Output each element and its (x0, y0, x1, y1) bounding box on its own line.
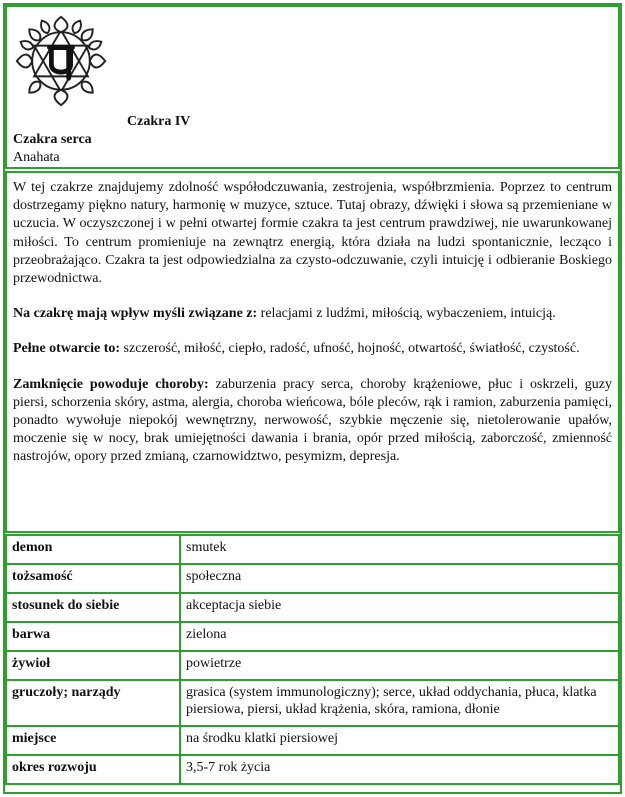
chakra-header (5, 5, 620, 169)
chakra-sanskrit-name: Anahata (13, 150, 60, 165)
table-row (6, 535, 619, 564)
closing-text: zaburzenia pracy serca, choroby krążeniowe, płuc i oskrzeli, guzy piersi, schorzenia skóry, astma, alergia, choroba wieńcowa, bóle pleców, rąk i ramion, zaburzenia pamięci, ponadto wywołuje niepokój wewnętrzny, nerwowość, szybkie męczenie się, nietolerowanie upałów, moczenie się w nocy, brak umiejętności dawania i brania, opór przed miłością, zaborczość, zmienność nastrojów, opory przed zmianą, czarnowidztwo, pesymizm, depresja. (13, 376, 612, 465)
attributes-table (5, 534, 620, 785)
table-row (6, 593, 619, 622)
attribute-value: akceptacja siebie (180, 593, 619, 622)
anahata-chakra-symbol-icon (13, 13, 109, 109)
attribute-key: okres rozwoju (6, 755, 180, 784)
attribute-key: gruczoły; narządy (6, 680, 180, 726)
attribute-key: tożsamość (6, 564, 180, 593)
attribute-value: grasica (system immunologiczny); serce, układ oddychania, płuca, klatka piersiowa, piersi, układ krążenia, skóra, ramiona, dłonie (180, 680, 619, 726)
attribute-key: stosunek do siebie (6, 593, 180, 622)
table-row (6, 622, 619, 651)
closing-paragraph (13, 376, 612, 467)
closing-label: Zamknięcie powoduje choroby: (13, 376, 209, 392)
influence-paragraph (13, 305, 612, 323)
opening-paragraph (13, 340, 612, 358)
attribute-key: miejsce (6, 726, 180, 755)
intro-paragraph: W tej czakrze znajdujemy zdolność współodczuwania, zestrojenia, współbrzmienia. Poprzez to centrum dostrzegamy piękno natury, harmonię w muzyce, sztuce. Tutaj obrazy, dźwięki i słowa są przemieniane w uczucia. W oczyszczonej i w pełni otwartej formie czakra ta jest centrum prawdziwej, nie uwarunkowanej miłości. To centrum promieniuje na zewnątrz energią, która działa na ludzi spontanicznie, lecząco i przeobrażająco. Czakra ta jest odpowiedzialna za czysto-odczuwanie, czyli intuicję i odbieranie Boskiego przewodnictwa. (13, 180, 612, 287)
chakra-number: Czakra IV (127, 114, 191, 129)
influence-label: Na czakrę mają wpływ myśli związane z: (13, 306, 258, 322)
table-row (6, 564, 619, 593)
attribute-key: demon (6, 535, 180, 564)
table-row (6, 726, 619, 755)
table-row (6, 680, 619, 726)
chakra-description (5, 171, 620, 533)
chakra-name: Czakra serca (13, 132, 92, 147)
table-row (6, 755, 619, 784)
opening-text: szczerość, miłość, ciepło, radość, ufność, hojność, otwartość, światłość, czystość. (120, 341, 580, 357)
influence-text: relacjami z ludźmi, miłością, wybaczeniem, intuicją. (257, 306, 556, 322)
attribute-key: żywioł (6, 651, 180, 680)
attribute-value: zielona (180, 622, 619, 651)
opening-label: Pełne otwarcie to: (13, 341, 121, 357)
table-row (6, 651, 619, 680)
attribute-value: na środku klatki piersiowej (180, 726, 619, 755)
attribute-value: powietrze (180, 651, 619, 680)
attribute-value: społeczna (180, 564, 619, 593)
attribute-value: 3,5-7 rok życia (180, 755, 619, 784)
attribute-value: smutek (180, 535, 619, 564)
attribute-key: barwa (6, 622, 180, 651)
